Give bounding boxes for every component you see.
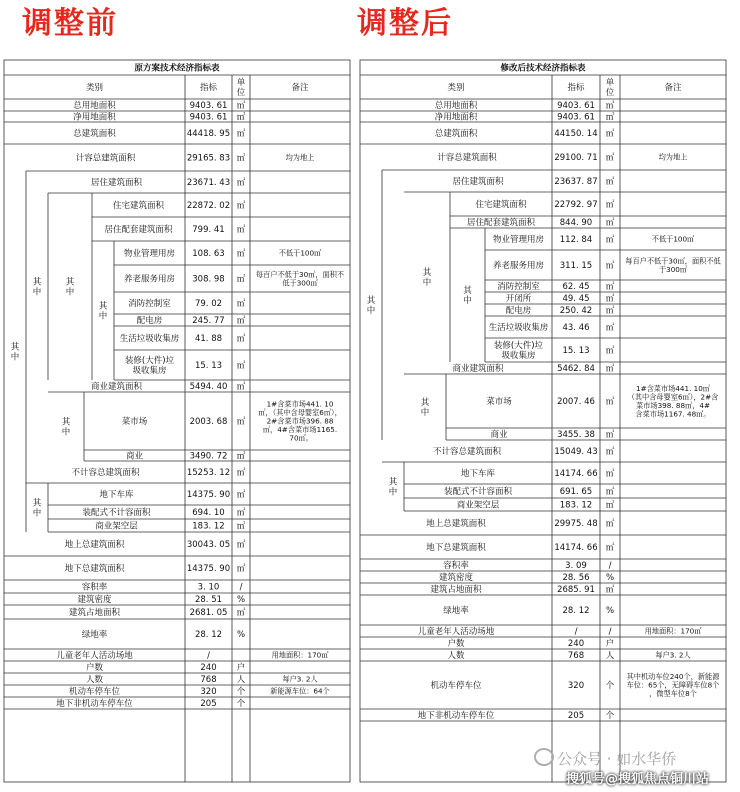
row-label: 地下非机动车停车位 [56, 699, 133, 710]
row-label: 建筑占地面积 [68, 608, 121, 619]
original-indicator-table [4, 60, 352, 784]
row-unit: ㎡ [605, 153, 615, 164]
row-unit: / [239, 582, 243, 593]
row-label: 消防控制室 [128, 299, 171, 310]
row-unit: ㎡ [236, 451, 246, 462]
row-value: 15. 13 [194, 361, 223, 372]
row-value: 768 [567, 651, 585, 662]
row-label: 物业管理用房 [492, 235, 545, 246]
row-value: 240 [567, 639, 585, 650]
row-note: 每户3. 2人 [655, 650, 691, 660]
row-value: 23637. 87 [554, 177, 598, 188]
row-label: 生活垃圾收集房 [119, 334, 180, 345]
vgroup-label-commercial: 其中 [61, 417, 71, 438]
revised-table-panel [360, 60, 736, 790]
row-label: 总建筑面积 [434, 129, 478, 140]
row-unit: ㎡ [605, 235, 615, 246]
column-header-value: 指标 [567, 83, 585, 94]
row-unit: ㎡ [236, 540, 246, 551]
row-value: 28. 56 [562, 573, 590, 584]
row-value: 14375. 90 [186, 490, 231, 501]
row-label: 住宅建筑面积 [475, 200, 527, 211]
row-label: 菜市场 [486, 397, 512, 408]
column-header-note: 备注 [291, 83, 309, 94]
row-label: 地下车库 [460, 469, 496, 480]
row-value: 30043. 05 [186, 540, 231, 551]
row-label: 物业管理用房 [123, 249, 176, 260]
row-label: 净用地面积 [73, 112, 116, 123]
row-label: 人数 [447, 651, 465, 662]
row-unit: ㎡ [236, 334, 246, 345]
row-unit: 个 [236, 687, 246, 698]
revised-indicator-table [360, 60, 736, 790]
row-unit: ㎡ [605, 261, 615, 272]
row-value: 23671. 43 [186, 178, 231, 189]
row-label: 配电房 [505, 306, 532, 317]
row-unit: % [236, 595, 246, 606]
row-unit: ㎡ [236, 112, 246, 123]
row-value: 28. 51 [194, 595, 223, 606]
row-label: 绿地率 [81, 630, 108, 641]
row-unit: 户 [236, 663, 246, 674]
table-title: 修改后技术经济指标表 [500, 63, 586, 74]
row-unit: ㎡ [236, 153, 246, 164]
row-value: 28. 12 [194, 630, 223, 641]
row-value: 112. 84 [559, 235, 593, 246]
row-unit: % [236, 630, 246, 641]
vgroup-label-level2: 其中 [422, 267, 432, 289]
row-label: 绿地率 [443, 606, 469, 617]
row-label: 居住配套建筑面积 [104, 225, 173, 236]
row-value: 15049. 43 [554, 447, 598, 458]
row-value: 3. 09 [565, 561, 587, 572]
row-label: 装修(大件)垃圾收集房 [493, 341, 544, 362]
row-value: 9403. 61 [189, 101, 228, 112]
row-value: 9403. 61 [557, 112, 595, 123]
row-value: 14174. 66 [554, 469, 598, 480]
row-label: 菜市场 [121, 417, 148, 428]
row-value: 3455. 38 [557, 430, 595, 441]
column-header-unit: 单位 [236, 78, 246, 99]
row-note: 不低于100㎡ [278, 248, 322, 258]
row-unit: ㎡ [236, 129, 246, 140]
row-unit: ㎡ [236, 316, 246, 327]
row-value: 768 [200, 675, 217, 686]
row-unit: ㎡ [236, 361, 246, 372]
row-value: 9403. 61 [189, 112, 228, 123]
row-unit: ㎡ [236, 468, 246, 479]
row-label: 商业建筑面积 [90, 382, 143, 393]
column-header-category: 类别 [447, 83, 465, 94]
column-header-category: 类别 [85, 83, 104, 94]
row-unit: ㎡ [605, 397, 615, 408]
row-unit: % [605, 573, 615, 584]
row-unit: ㎡ [605, 585, 615, 596]
vgroup-label-level4: 其中 [98, 301, 108, 322]
row-label: 建筑占地面积 [430, 585, 482, 596]
row-unit: / [608, 561, 612, 572]
row-label: 住宅建筑面积 [112, 201, 165, 212]
vgroup-label-level3: 其中 [65, 277, 75, 298]
row-unit: ㎡ [605, 543, 615, 554]
row-label: 地下总建筑面积 [426, 543, 486, 554]
row-unit: ㎡ [236, 490, 246, 501]
row-value: 250. 42 [559, 306, 593, 317]
row-note: 新能源车位：64个 [270, 686, 330, 696]
row-value: 5494. 40 [189, 382, 228, 393]
row-value: 15253. 12 [186, 468, 231, 479]
row-unit: % [605, 606, 615, 617]
row-label: 总用地面积 [73, 101, 116, 112]
row-label: 开闭所 [505, 294, 532, 305]
row-unit: 人 [605, 651, 615, 662]
row-value: 49. 45 [562, 294, 590, 305]
row-unit: ㎡ [236, 417, 246, 428]
row-value: 29100. 71 [554, 153, 598, 164]
before-heading: 调整前 [22, 6, 118, 41]
sohu-watermark: 搜狐号@搜狐焦点铜川站 [566, 772, 710, 787]
row-label: 商业架空层 [456, 500, 500, 511]
row-unit: ㎡ [605, 447, 615, 458]
row-note: 用地面积：170㎡ [271, 650, 329, 660]
row-label: 装配式不计容面积 [82, 508, 151, 519]
table-title: 原方案技术经济指标表 [134, 63, 220, 74]
column-header-unit: 单位 [605, 78, 615, 99]
row-value: 44150. 14 [554, 129, 598, 140]
row-value: 41. 88 [194, 334, 223, 345]
row-value: 694. 10 [192, 508, 225, 519]
row-label: 容积率 [81, 582, 108, 593]
row-value: 3. 10 [197, 582, 220, 593]
row-unit: 人 [236, 675, 246, 686]
row-value: 108. 63 [192, 249, 225, 260]
row-value: / [207, 651, 210, 662]
row-unit: / [608, 627, 612, 638]
wechat-icon [534, 748, 554, 766]
row-label: 儿童老年人活动场地 [417, 627, 495, 638]
row-label: 总建筑面积 [73, 129, 116, 140]
row-label: 地下总建筑面积 [64, 564, 125, 575]
row-value: 240 [200, 663, 217, 674]
row-label: 净用地面积 [434, 112, 478, 123]
row-label: 居住建筑面积 [90, 178, 143, 189]
row-label: 居住建筑面积 [452, 177, 504, 188]
row-label: 建筑密度 [77, 595, 112, 606]
row-unit: ㎡ [605, 469, 615, 480]
row-value: / [574, 627, 578, 638]
row-value: 14375. 90 [186, 564, 231, 575]
row-value: 22872. 02 [186, 201, 231, 212]
row-unit: ㎡ [605, 129, 615, 140]
row-label: 儿童老年人活动场地 [56, 651, 133, 662]
row-value: 2685. 91 [557, 585, 595, 596]
row-label: 装修(大件)垃圾收集房 [124, 356, 175, 377]
row-value: 311. 15 [559, 261, 593, 272]
row-value: 320 [567, 681, 585, 692]
vgroup-label-level3: 其中 [463, 285, 472, 307]
row-label: 机动车停车位 [430, 681, 482, 692]
row-value: 2681. 05 [189, 608, 228, 619]
row-note: 均为地上 [658, 152, 688, 162]
vgroup-label-level2: 其中 [32, 277, 42, 298]
row-value: 844. 90 [559, 218, 593, 229]
column-header-note: 备注 [664, 83, 682, 94]
row-unit: ㎡ [605, 500, 615, 511]
row-unit: ㎡ [605, 282, 615, 293]
row-unit: ㎡ [236, 564, 246, 575]
row-value: 183. 12 [192, 521, 225, 532]
row-label: 容积率 [443, 561, 469, 572]
row-note: 每户3. 2人 [282, 674, 318, 684]
row-value: 799. 41 [192, 225, 225, 236]
row-value: 3490. 72 [189, 451, 228, 462]
row-unit: ㎡ [236, 178, 246, 189]
after-heading: 调整后 [357, 6, 453, 41]
row-unit: ㎡ [236, 274, 246, 285]
row-value: 9403. 61 [557, 101, 595, 112]
row-unit: ㎡ [236, 382, 246, 393]
row-value: 5462. 84 [557, 364, 595, 375]
row-note: 每百户不低于30㎡，面积不低于300㎡ [625, 256, 721, 274]
row-label: 不计容总建筑面积 [71, 468, 140, 479]
row-value: 245. 77 [192, 316, 225, 327]
row-label: 商业建筑面积 [452, 364, 504, 375]
row-value: 62. 45 [562, 282, 590, 293]
row-unit: ㎡ [605, 200, 615, 211]
row-label: 总用地面积 [434, 101, 478, 112]
row-unit: ㎡ [605, 346, 615, 357]
row-label: 装配式不计容面积 [443, 487, 513, 498]
row-value: 320 [200, 687, 217, 698]
row-label: 消防控制室 [497, 282, 540, 293]
row-unit: ㎡ [236, 299, 246, 310]
row-unit: 个 [236, 699, 246, 710]
row-value: 29975. 48 [554, 519, 598, 530]
vgroup-label-basement: 其中 [388, 477, 398, 498]
row-value: 44418. 95 [186, 129, 231, 140]
row-unit: ㎡ [605, 519, 615, 530]
row-unit: ㎡ [236, 508, 246, 519]
row-value: 183. 12 [559, 500, 593, 511]
row-value: 29165. 83 [186, 153, 231, 164]
row-unit: 户 [605, 639, 615, 650]
row-value: 205 [200, 699, 217, 710]
row-note: 1#含菜市场441. 10㎡（其中含母婴室6㎡），2#含菜市场398. 88㎡，4#含菜市场1167. 48㎡。 [627, 383, 719, 419]
row-label: 建筑密度 [438, 573, 474, 584]
row-unit: ㎡ [605, 364, 615, 375]
row-unit: ㎡ [605, 487, 615, 498]
row-label: 户数 [85, 663, 104, 674]
row-value: 79. 02 [194, 299, 223, 310]
vgroup-label-outer: 其中 [366, 295, 376, 317]
row-label: 居住配套建筑面积 [466, 218, 536, 229]
row-label: 商业架空层 [95, 521, 138, 532]
row-value: 2003. 68 [189, 417, 228, 428]
row-label: 人数 [85, 675, 104, 686]
row-note: 用地面积：170㎡ [644, 626, 702, 636]
original-table-panel [4, 60, 352, 784]
row-label: 计容总建筑面积 [75, 153, 136, 164]
column-header-value: 指标 [199, 83, 218, 94]
vgroup-label-commercial: 其中 [420, 397, 430, 419]
row-value: 691. 65 [559, 487, 593, 498]
row-value: 308. 98 [192, 274, 225, 285]
row-note: 1#含菜市场441. 10 ㎡，（其中含母婴室6㎡）， 2#含菜市场396. 88 ㎡，4#含菜市场1165. 70㎡。 [258, 399, 342, 443]
row-unit: ㎡ [605, 323, 615, 334]
row-label: 配电房 [136, 316, 163, 327]
row-label: 地上总建筑面积 [64, 540, 125, 551]
row-unit: ㎡ [605, 112, 615, 123]
row-unit: ㎡ [605, 294, 615, 305]
row-label: 养老服务用房 [123, 274, 176, 285]
row-label: 地上总建筑面积 [426, 519, 486, 530]
row-label: 机动车停车位 [68, 687, 121, 698]
row-value: 22792. 97 [554, 200, 598, 211]
row-unit: ㎡ [236, 101, 246, 112]
row-value: 2007. 46 [557, 397, 595, 408]
row-unit: ㎡ [236, 608, 246, 619]
row-label: 商业 [125, 451, 144, 462]
row-note: 不低于100㎡ [651, 234, 695, 244]
row-unit: ㎡ [605, 430, 615, 441]
row-label: 地下车库 [99, 490, 134, 501]
row-unit: ㎡ [236, 249, 246, 260]
wechat-account-text: 公众号 · 如水华侨 [557, 750, 677, 768]
row-label: 户数 [447, 639, 465, 650]
row-unit: ㎡ [236, 521, 246, 532]
row-note: 均为地上 [285, 153, 315, 163]
row-label: 商业 [490, 430, 508, 441]
row-label: 计容总建筑面积 [437, 153, 497, 164]
row-unit: ㎡ [236, 201, 246, 212]
vgroup-label-basement: 其中 [32, 498, 42, 519]
row-value: 28. 12 [562, 606, 590, 617]
row-value: 205 [567, 711, 585, 722]
row-unit: ㎡ [605, 218, 615, 229]
row-value: 43. 46 [562, 323, 590, 334]
row-label: 不计容总建筑面积 [432, 447, 502, 458]
row-value: 14174. 66 [554, 543, 598, 554]
wechat-watermark [534, 748, 676, 769]
row-value: 15. 13 [562, 346, 590, 357]
row-unit: 个 [605, 711, 615, 722]
row-unit: ㎡ [605, 101, 615, 112]
row-note: 其中机动车位240个，新能源车位：65个，无障碍车位8个，微型车位8个 [626, 672, 720, 699]
row-unit: ㎡ [605, 177, 615, 188]
row-label: 地下非机动车停车位 [417, 711, 495, 722]
row-unit: ㎡ [236, 225, 246, 236]
row-unit: ㎡ [605, 306, 615, 317]
row-unit: 个 [605, 681, 615, 692]
row-note: 每百户不低于30㎡，面积不低于300㎡ [255, 269, 345, 288]
vgroup-label-outer: 其中 [10, 342, 20, 363]
row-label: 生活垃圾收集房 [488, 323, 549, 334]
row-label: 养老服务用房 [492, 261, 545, 272]
